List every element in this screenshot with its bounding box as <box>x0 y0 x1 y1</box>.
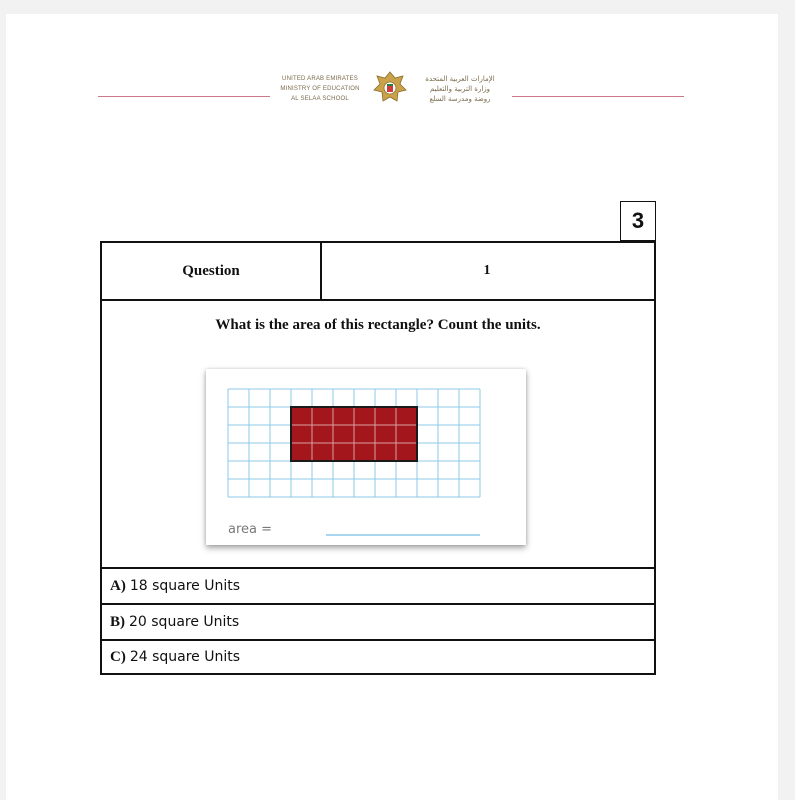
header-en-line-1: UNITED ARAB EMIRATES <box>282 76 358 82</box>
uae-emblem-icon <box>373 70 407 106</box>
shaded-unit-square <box>312 407 333 425</box>
grid-figure-svg <box>206 369 526 545</box>
shaded-unit-square <box>396 443 417 461</box>
shaded-unit-square <box>375 407 396 425</box>
area-label: area = <box>228 522 273 537</box>
shaded-unit-square <box>312 443 333 461</box>
shaded-unit-square <box>333 425 354 443</box>
answer-b-text: 20 square Units <box>129 614 240 630</box>
question-header-row <box>102 243 654 301</box>
header-ar-line-3: روضة ومدرسة السلع <box>429 95 491 103</box>
shaded-unit-square <box>354 407 375 425</box>
header-rule-left <box>98 96 270 97</box>
answer-c-label <box>110 641 240 673</box>
shaded-unit-square <box>354 425 375 443</box>
header-en-line-3: AL SELAA SCHOOL <box>291 96 349 102</box>
answer-a-letter: A) <box>110 577 126 594</box>
header-english-text <box>270 74 370 104</box>
question-table <box>100 241 656 675</box>
answer-c-letter: C) <box>110 648 126 665</box>
answer-option-c[interactable] <box>102 641 654 673</box>
answer-a-label <box>110 569 240 603</box>
shaded-unit-square <box>396 425 417 443</box>
question-label-cell: Question <box>102 243 322 299</box>
shaded-unit-square <box>291 407 312 425</box>
answer-option-a[interactable] <box>102 569 654 605</box>
shaded-unit-square <box>333 407 354 425</box>
shaded-unit-square <box>354 443 375 461</box>
rectangle-grid-figure <box>206 369 526 545</box>
header-ar-line-1: الإمارات العربية المتحدة <box>425 75 495 83</box>
answer-c-text: 24 square Units <box>129 649 241 665</box>
shaded-unit-square <box>333 443 354 461</box>
answer-a-text: 18 square Units <box>129 578 241 594</box>
question-number-cell: 1 <box>483 263 491 278</box>
header-ar-line-2: وزارة التربية والتعليم <box>429 85 491 93</box>
header-en-line-2: MINISTRY OF EDUCATION <box>280 86 360 92</box>
header-rule-right <box>512 96 684 97</box>
shaded-unit-square <box>375 425 396 443</box>
shaded-unit-square <box>375 443 396 461</box>
shaded-unit-square <box>291 425 312 443</box>
question-text: What is the area of this rectangle? Count the units. <box>215 317 541 333</box>
shaded-rectangle <box>291 407 417 461</box>
shaded-unit-square <box>396 407 417 425</box>
answer-option-b[interactable] <box>102 605 654 641</box>
answer-b-label <box>110 605 239 639</box>
page-number-box: 3 <box>620 201 656 241</box>
answer-b-letter: B) <box>110 613 125 630</box>
header-arabic-text <box>410 74 510 104</box>
shaded-unit-square <box>312 425 333 443</box>
question-body-row <box>102 301 654 569</box>
shaded-unit-square <box>291 443 312 461</box>
